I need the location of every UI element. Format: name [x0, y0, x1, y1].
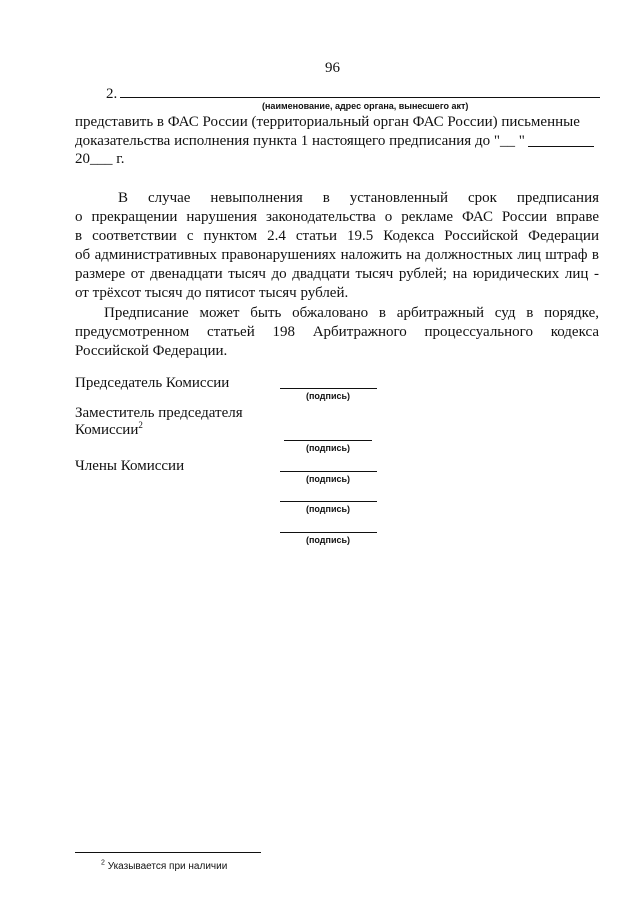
member-signature-caption-3: (подпись) — [306, 535, 351, 545]
deputy-signature-caption: (подпись) — [306, 443, 351, 453]
deadline-year: 20___ г. — [75, 151, 125, 167]
chairman-signature-line — [280, 388, 377, 389]
footnote-text: Указывается при наличии — [107, 861, 228, 872]
chairman-signature-caption: (подпись) — [306, 391, 351, 401]
item2-line1: представить в ФАС России (территориальный орган ФАС России) письменные — [75, 114, 580, 130]
page-number: 96 — [325, 60, 340, 76]
members-label: Члены Комиссии — [75, 458, 185, 474]
deadline-blank-line — [528, 146, 594, 147]
recipient-caption: (наименование, адрес органа, вынесшего акт) — [262, 101, 469, 111]
penalty-paragraph-line-3: в соответствии с пунктом 2.4 статьи 19.5 Кодекса Российской Федерации — [75, 228, 599, 244]
footnote-separator — [75, 852, 261, 853]
recipient-blank-line — [120, 97, 600, 98]
deputy-footnote-mark: 2 — [138, 420, 143, 430]
penalty-paragraph-line-6: от трёхсот тысяч до пятисот тысяч рублей. — [75, 285, 349, 301]
footnote-mark: 2 — [101, 859, 105, 867]
item-number: 2. — [106, 86, 118, 102]
member-signature-line-2 — [280, 501, 377, 502]
deputy-label-line2 — [75, 420, 143, 440]
penalty-paragraph-line-5: размере от двенадцати тысяч до двадцати тысяч рублей; на юридических лиц - — [75, 266, 599, 282]
member-signature-caption-1: (подпись) — [306, 474, 351, 484]
appeal-paragraph-line-3: Российской Федерации. — [75, 343, 228, 359]
deputy-signature-line — [284, 440, 372, 441]
appeal-paragraph-line-2: предусмотренном статьей 198 Арбитражного процессуального кодекса — [75, 324, 599, 340]
deputy-label-text: Комиссии — [75, 422, 139, 438]
member-signature-line-3 — [280, 532, 377, 533]
item2-line2: доказательства исполнения пункта 1 настоящего предписания до "__ " — [75, 133, 525, 149]
member-signature-caption-2: (подпись) — [306, 504, 351, 514]
member-signature-line-1 — [280, 471, 377, 472]
penalty-paragraph-line-2: о прекращении нарушения законодательства о рекламе ФАС России вправе — [75, 209, 599, 225]
footnote — [101, 861, 227, 872]
appeal-paragraph-line-1: Предписание может быть обжаловано в арбитражный суд в порядке, — [104, 305, 599, 321]
penalty-paragraph-line-4: об административных правонарушениях наложить на должностных лиц штраф в — [75, 247, 599, 263]
penalty-paragraph-line-1: В случае невыполнения в установленный срок предписания — [118, 190, 599, 206]
chairman-label: Председатель Комиссии — [75, 375, 230, 391]
deputy-label-line1: Заместитель председателя — [75, 405, 243, 421]
